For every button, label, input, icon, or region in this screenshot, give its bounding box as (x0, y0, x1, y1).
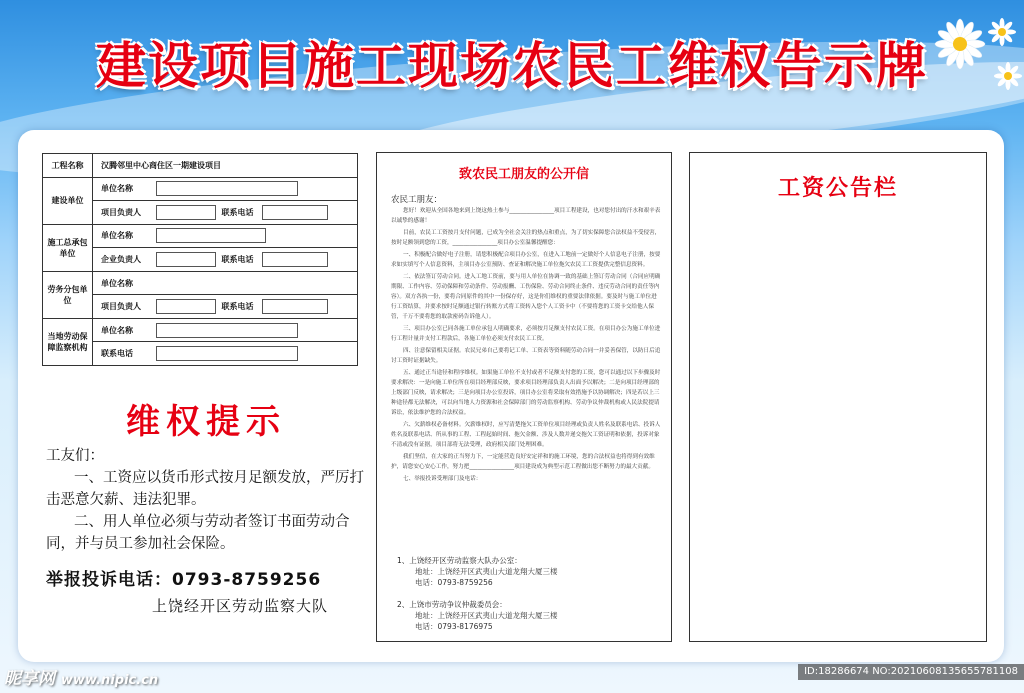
complaint-hotline: 举报投诉电话：0793-8759256 (46, 570, 322, 590)
watermark-brand: 昵享网 (4, 669, 55, 689)
board-title: 建设项目施工现场农民工维权告示牌 (96, 37, 928, 95)
row-label: 项目负责人 (93, 201, 153, 225)
letter-paragraph: 四、注意保留相关证据。农民兄弟自己要将记工单、工资表等资料随劳动合同一并妥善保管，以防日后追讨工资时证据缺失。 (391, 348, 661, 364)
contact-label: 联系电话 (221, 207, 254, 217)
rights-item: 一、工资应以货币形式按月足额发放，严厉打击恶意欠薪、违法犯罪。 (46, 470, 364, 508)
group-head-general-contractor: 施工总承包单位 (43, 224, 93, 271)
row-label: 单位名称 (93, 318, 153, 342)
blank-line (156, 346, 298, 361)
watermark-url: www.nipic.cn (60, 673, 159, 688)
contact-name: 2、上饶市劳动争议仲裁委员会： (397, 600, 507, 609)
blank-line (156, 299, 216, 314)
rights-title: 维权提示 (126, 402, 286, 442)
open-letter-box (376, 152, 672, 642)
project-name-value: 汉腾邻里中心商住区一期建设项目 (93, 154, 358, 178)
letter-title: 致农民工朋友的公开信 (458, 167, 589, 182)
manager-field[interactable] (153, 248, 358, 272)
manager-field[interactable] (153, 201, 358, 225)
image-id-bar: ID:18286674 NO:20210608135655781108 (798, 664, 1024, 680)
blank-line (156, 252, 216, 267)
row-label: 企业负责人 (93, 248, 153, 272)
contact-name: 1、上饶经开区劳动监察大队办公室： (397, 556, 522, 565)
letter-paragraph: 您好！欢迎从全国各地来到上饶这热土参与________________项目工程建设，也对您付出的汗水和艰辛表以诚挚的感谢！ (391, 208, 661, 224)
letter-paragraph: 三、项目办公室已同各施工单位承包人明确要求，必须按月足额支付农民工资。在项目办公为施工单位进行工程计量并支付工程款后，各施工单位必须支付农民工工资。 (391, 326, 661, 342)
rights-item: 二、用人单位必须与劳动者签订书面劳动合同，并与员工参加社会保险。 (46, 514, 350, 552)
labor-bureau-name: 上饶经开区劳动监察大队 (152, 597, 329, 615)
group-head-labor-subcontractor: 劳务分包单位 (43, 271, 93, 318)
contact-phone: 电话：0793-8759256 (415, 578, 493, 587)
row-label: 联系电话 (93, 342, 153, 366)
project-info-table (42, 153, 358, 366)
manager-field[interactable] (153, 295, 358, 319)
rights-body (46, 445, 364, 555)
row-label: 项目负责人 (93, 295, 153, 319)
blank-line (156, 181, 298, 196)
blank-line (262, 299, 328, 314)
daisy-decoration (930, 14, 1024, 94)
letter-text (391, 206, 661, 486)
letter-paragraph: 我们坚信，在大家的正当努力下，一定能营造良好安定祥和的施工环境，您的合法权益也将得到有效维护，请您安心安心工作，努力把________________项目建设成为典型示范工程做出您不断努力的最大贡献。 (391, 454, 655, 470)
letter-greeting: 农民工朋友： (391, 195, 443, 205)
unit-name-field[interactable] (153, 271, 358, 295)
rights-greeting: 工友们： (46, 448, 104, 464)
letter-paragraph: 二、依法签订劳动合同。进入工地工资前，要与用人单位在协调一致的基础上签订劳动合同（合同应明确期限、工作内容、劳动保障和劳动条件、劳动报酬、工伤保险、劳动合同终止条件、违反劳动合同的责任等内容）。双方各执一份，要将合同原件的其中一份保存好，这是你们维权的重要法律依据。要及时与施工单位进行工资结算，并要求按时足额通过银行转账方式将工资转入您个人工资卡中（不要将您的工资卡交给他人保管，千万不要将您的取款密码告诉他人）。 (391, 274, 661, 320)
blank-line (156, 228, 266, 243)
contact-address: 地址：上饶经开区武夷山大道龙翔大厦三楼 (415, 611, 558, 620)
row-label: 单位名称 (93, 271, 153, 295)
group-head-construction-unit: 建设单位 (43, 177, 93, 224)
watermark (4, 664, 158, 689)
contact-label: 联系电话 (221, 302, 254, 312)
letter-paragraph: 一、积极配合做好电子注册，请您积极配合项目办公室，在进入工地前一定做好个人信息电子注册，按要求如实填写个人信息资料，主项目办公室预防、查证和解决施工单位拖欠农民工工资提供完整信息资料。 (391, 252, 661, 268)
wage-notice-board (689, 152, 987, 642)
contact-address: 地址：上饶经开区武夷山大道龙翔大厦三楼 (415, 567, 558, 576)
row-label: 单位名称 (93, 224, 153, 248)
unit-name-field[interactable] (153, 318, 358, 342)
project-name-label: 工程名称 (43, 154, 93, 178)
row-label: 单位名称 (93, 177, 153, 201)
contact-block (397, 599, 657, 632)
phone-field[interactable] (153, 342, 358, 366)
group-head-labor-inspection: 当地劳动保障监察机构 (43, 318, 93, 365)
blank-line (262, 205, 328, 220)
wage-board-title: 工资公告栏 (777, 176, 898, 201)
unit-name-field[interactable] (153, 177, 358, 201)
letter-paragraph: 六、欠薪维权必备材料。欠薪维权时，应写清楚拖欠工资单位项目经理或负责人姓名及联系电话、投诉人姓名及联系电话、所从事的工程、工程起始时间、拖欠金额、涉及人数并递交拖欠工资证明和依据，投诉对象不清或没有证据，项目部将无法受理，政府相关部门处理困难。 (391, 422, 661, 448)
letter-paragraph: 七、举报投诉受理部门及电话： (403, 476, 482, 482)
contact-label: 联系电话 (221, 254, 254, 264)
blank-line (156, 323, 298, 338)
letter-paragraph: 目前，农民工工资按月支付问题，已成为全社会关注的热点和重点，为了切实保障您合法权益不受侵害，按时足额领到您的工资，________________项目办公室温馨提醒您： (391, 230, 661, 246)
contact-block (397, 555, 657, 588)
blank-line (262, 252, 328, 267)
letter-paragraph: 五、通过正当途径和程序维权。如果施工单位不支付或者不足额支付您的工资，您可以通过以下步骤及时要求解决：一是向施工单位所在项目经理部反映，要求项目经理部负责人出面予以解决；二是向项目经理部的上级部门反映，请求解决；三是向项目办公室投诉，项目办公室将采取有效措施予以协调解决；四是若以上三种途径都无法解决，可以向当地人力资源和社会保障部门的劳动监察机构、劳动争议仲裁机构或人民法院提请诉讼，依法维护您的合法权益。 (391, 370, 661, 416)
blank-line (156, 205, 216, 220)
contact-phone: 电话：0793-8176975 (415, 622, 493, 631)
unit-name-field[interactable] (153, 224, 358, 248)
